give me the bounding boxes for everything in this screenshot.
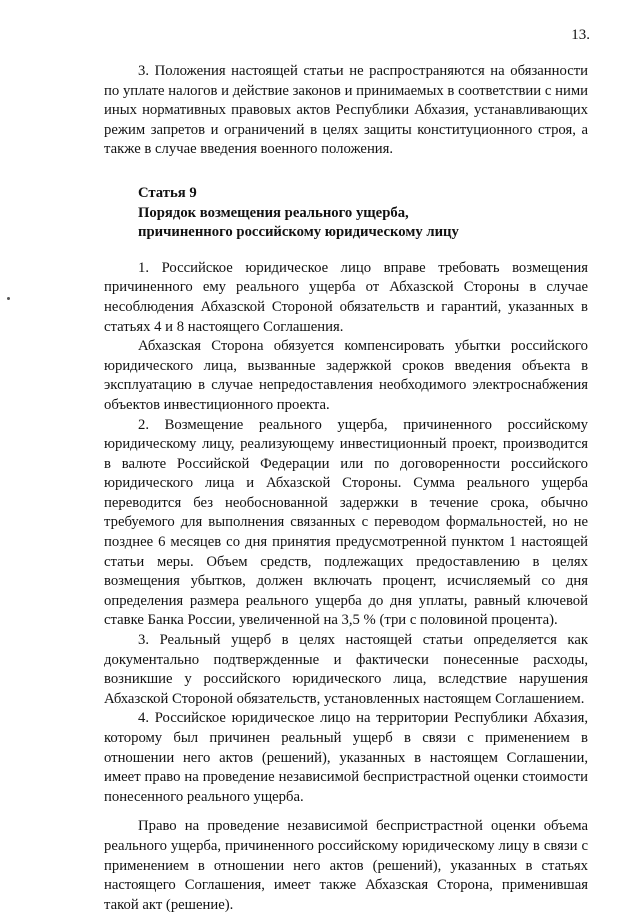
paragraph-4-continued: Право на проведение независимой беспристрастной оценки объема реального ущерба, причиненного российскому юридическому лицу в связи с применением в отношении него актов (решений), указанных в статьях настоящего Соглашения, имеет также Абхазская Сторона, применившая такой акт (решение).	[104, 818, 588, 913]
article-title-line-2: причиненного российскому юридическому лицу	[138, 224, 459, 241]
paragraph-1: 1. Российское юридическое лицо вправе требовать возмещения причиненного ему реального ущерба от Абхазской Стороны в случае несоблюдения Абхазской Стороной обязательств и гарантий, указанных в статьях 4 и 8 настоящего Соглашения.	[104, 259, 588, 335]
paragraph-1-continued: Абхазская Сторона обязуется компенсировать убытки российского юридического лица, вызванные задержкой сроков введения объекта в эксплуатацию в случае непредоставления необходимого электроснабжения объектов инвестиционного проекта.	[104, 338, 588, 413]
page-number: 13.	[571, 27, 590, 43]
paragraph-3: 3. Реальный ущерб в целях настоящей статьи определяется как документально подтвержденные и фактически понесенные расходы, возникшие у российского юридического лица, вследствие нарушения Абхазской Стороной обязательств, установленных настоящем Соглашением.	[104, 632, 588, 707]
document-body	[104, 62, 588, 915]
paragraph-4: 4. Российское юридическое лицо на территории Республики Абхазия, которому был причинен реальный ущерб в связи с применением в отношении него актов (решений), указанных в настоящем Соглашении, имеет право на проведение независимой беспристрастной оценки стоимости понесенного реального ущерба.	[104, 710, 588, 805]
intro-paragraph: 3. Положения настоящей статьи не распространяются на обязанности по уплате налогов и действие законов и принимаемых в соответствии с ними иных нормативных правовых актов Республики Абхазия, устанавливающих режим запретов и ограничений в целях защиты конституционного строя, а также в случае введения военного положения.	[104, 63, 588, 158]
paragraph-2: 2. Возмещение реального ущерба, причиненного российскому юридическому лицу, реализующему инвестиционный проект, производится в валюте Российской Федерации или по договоренности российского юридического лица и Абхазской Стороны. Сумма реального ущерба переводится без необоснованной задержки в течение срока, обычно требуемого для выполнения связанных с переводом формальностей, но не позднее 6 месяцев со дня принятия предусмотренной пунктом 1 настоящей статьи меры. Объем средств, подлежащих предоставлению в целях возмещения убытков, должен включать процент, исчисляемый со дня определения размера реального ущерба до дня уплаты, равный ключевой ставке Банка России, увеличенной на 3,5 % (три с половиной процента).	[104, 416, 588, 629]
scan-speck	[7, 297, 10, 300]
article-number: Статья 9	[138, 184, 197, 201]
article-title-line-1: Порядок возмещения реального ущерба,	[138, 204, 409, 221]
article-heading	[104, 184, 588, 243]
